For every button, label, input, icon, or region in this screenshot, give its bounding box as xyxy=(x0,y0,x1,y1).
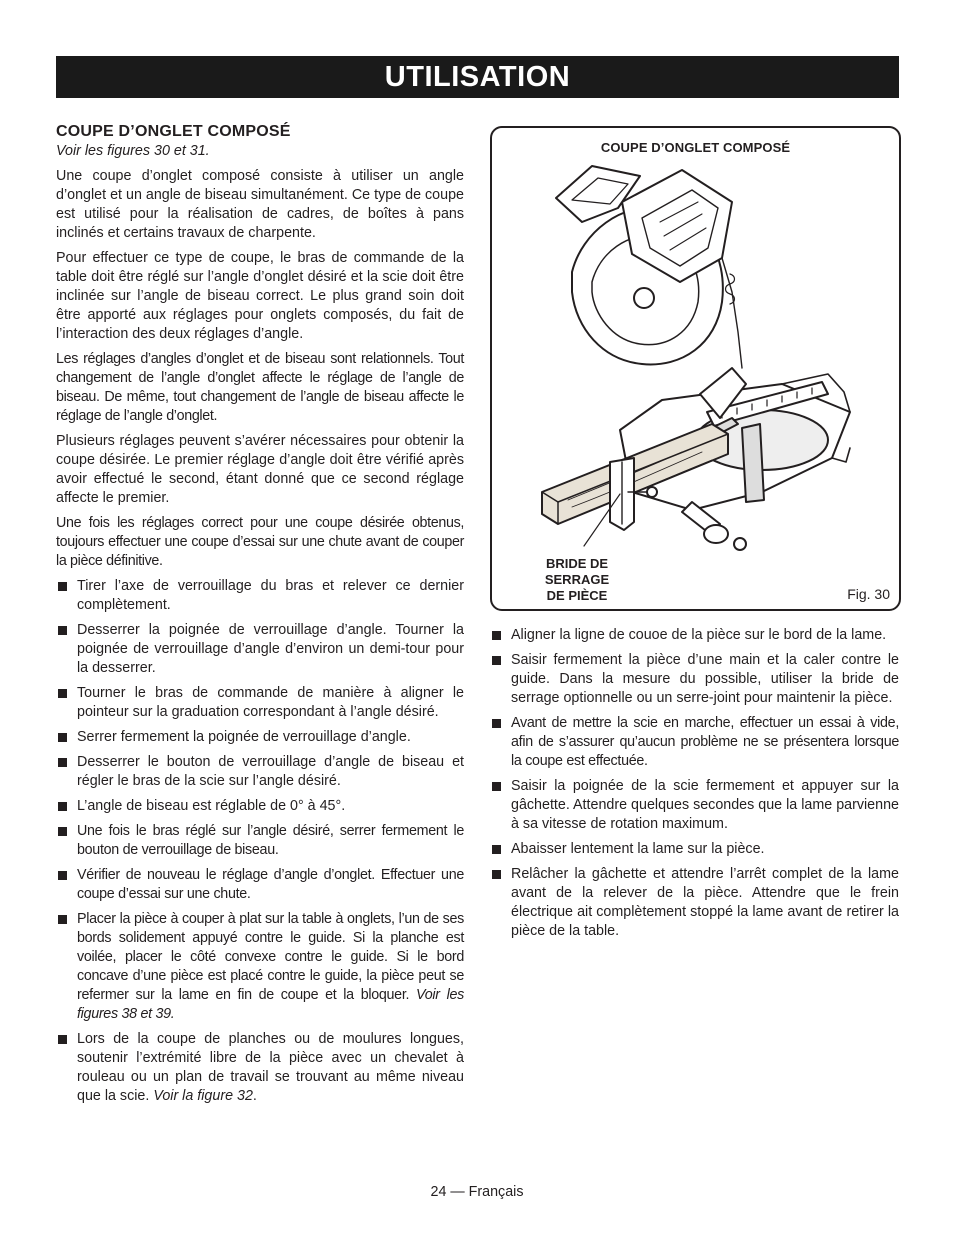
list-item: L’angle de biseau est réglable de 0° à 45°. xyxy=(56,797,464,816)
square-bullet-icon xyxy=(492,656,501,665)
paragraph-relational: Les réglages d’angles d’onglet et de biseau sont relationnels. Tout changement de l’angle d’onglet affecte le réglage de l’angle de biseau. De même, tout changement de l’angle de biseau affecte le réglage de l’angle d’onglet. xyxy=(56,351,464,424)
square-bullet-icon xyxy=(492,631,501,640)
right-column xyxy=(490,626,899,947)
list-item: Tirer l’axe de verrouillage du bras et relever ce dernier complètement. xyxy=(56,577,464,615)
list-item: Saisir fermement la pièce d’une main et la caler contre le guide. Dans la mesure du possible, utiliser la bride de serrage optionnelle ou un serre-joint pour maintenir la pièce. xyxy=(490,651,899,708)
left-bullet-list xyxy=(56,577,464,1106)
page-footer: 24 — Français xyxy=(430,1184,524,1200)
square-bullet-icon xyxy=(58,758,67,767)
list-item: Tourner le bras de commande de manière à aligner le pointeur sur la graduation correspondant à l’angle désiré. xyxy=(56,684,464,722)
paragraph-test-cut: Une fois les réglages correct pour une coupe désirée obtenus, toujours effectuer une coupe d’essai sur une chute avant de couper la pièce définitive. xyxy=(56,515,464,569)
list-item: Abaisser lentement la lame sur la pièce. xyxy=(490,840,899,859)
left-column xyxy=(56,122,464,1112)
list-item: Vérifier de nouveau le réglage d’angle d’onglet. Effectuer une coupe d’essai sur une chute. xyxy=(56,866,464,904)
square-bullet-icon xyxy=(492,719,501,728)
list-item: Placer la pièce à couper à plat sur la table à onglets, l’un de ses bords solidement appuyé contre le guide. Si la planche est voilée, placer le côté convexe contre le guide. Si le bord concave d’une pièce est placé contre le guide, la pièce peut se refermer sur la lame en fin de coupe et la bloquer. Voir les figures 38 et 39. xyxy=(56,910,464,1024)
paragraph-adjustments: Plusieurs réglages peuvent s’avérer nécessaires pour obtenir la coupe désirée. Le premier réglage d’angle doit être vérifié après avoir effectué le second, étant donné que ce second réglage affecte le premier. xyxy=(56,433,464,506)
list-item: Relâcher la gâchette et attendre l’arrêt complet de la lame avant de la relever de la pièce. Attendre que le frein électrique ait complètement stoppé la lame avant de retirer la pièce de la table. xyxy=(490,865,899,941)
miter-saw-illustration xyxy=(532,162,862,562)
list-item: Aligner la ligne de couoe de la pièce sur le bord de la lame. xyxy=(490,626,899,645)
square-bullet-icon xyxy=(58,871,67,880)
paragraph-intro: Une coupe d’onglet composé consiste à utiliser un angle d’onglet et un angle de biseau simultanément. Ce type de coupe est utilisé pour la réalisation de cadres, de boîtes à pans inclinés et certains travaux de charpente. xyxy=(56,168,464,241)
section-header-bar xyxy=(56,56,899,98)
list-item: Desserrer le bouton de verrouillage d’angle de biseau et régler le bras de la scie sur l’angle désiré. xyxy=(56,753,464,791)
list-item: Desserrer la poignée de verrouillage d’angle. Tourner la poignée de verrouillage d’angle d’environ un demi-tour pour la desserrer. xyxy=(56,621,464,678)
paragraph-setup: Pour effectuer ce type de coupe, le bras de commande de la table doit être réglé sur l’angle d’onglet désiré et la scie doit être inclinée sur l’angle de biseau correct. Le plus grand soin doit être apporté aux réglages pour onglets composés, du fait de l’interaction des deux réglages d’angle. xyxy=(56,250,464,342)
square-bullet-icon xyxy=(492,782,501,791)
square-bullet-icon xyxy=(58,626,67,635)
list-item: Une fois le bras réglé sur l’angle désiré, serrer fermement le bouton de verrouillage de biseau. xyxy=(56,822,464,860)
figure-number: Fig. 30 xyxy=(847,586,890,602)
square-bullet-icon xyxy=(58,689,67,698)
square-bullet-icon xyxy=(492,845,501,854)
square-bullet-icon xyxy=(492,870,501,879)
square-bullet-icon xyxy=(58,802,67,811)
square-bullet-icon xyxy=(58,582,67,591)
figure-reference: Voir les figures 30 et 31. xyxy=(56,143,210,159)
right-bullet-list xyxy=(490,626,899,941)
list-item: Lors de la coupe de planches ou de moulures longues, soutenir l’extrémité libre de la pièce avec un chevalet à rouleau ou un plan de travail se trouvant au même niveau que la scie. Voir la figure 32. xyxy=(56,1030,464,1106)
figure-reference: Voir la figure 32 xyxy=(153,1088,253,1104)
list-item: Avant de mettre la scie en marche, effectuer un essai à vide, afin de s’assurer qu’aucun problème ne se présentera lorsque la coupe est effectuée. xyxy=(490,714,899,771)
list-item: Saisir la poignée de la scie fermement et appuyer sur la gâchette. Attendre quelques secondes que la lame parvienne à sa vitesse de rotation maximum. xyxy=(490,777,899,834)
square-bullet-icon xyxy=(58,733,67,742)
page-title: UTILISATION xyxy=(384,60,571,93)
square-bullet-icon xyxy=(58,827,67,836)
figure-reference: Voir les figures 38 et 39. xyxy=(77,987,464,1022)
section-title: COUPE D’ONGLET COMPOSÉ xyxy=(56,123,291,140)
list-item: Serrer fermement la poignée de verrouillage d’angle. xyxy=(56,728,464,747)
square-bullet-icon xyxy=(58,1035,67,1044)
square-bullet-icon xyxy=(58,915,67,924)
figure-30-box xyxy=(490,126,901,611)
figure-title: COUPE D’ONGLET COMPOSÉ xyxy=(600,140,791,155)
clamp-label: BRIDE DE SERRAGE DE PIÈCE xyxy=(544,556,610,603)
